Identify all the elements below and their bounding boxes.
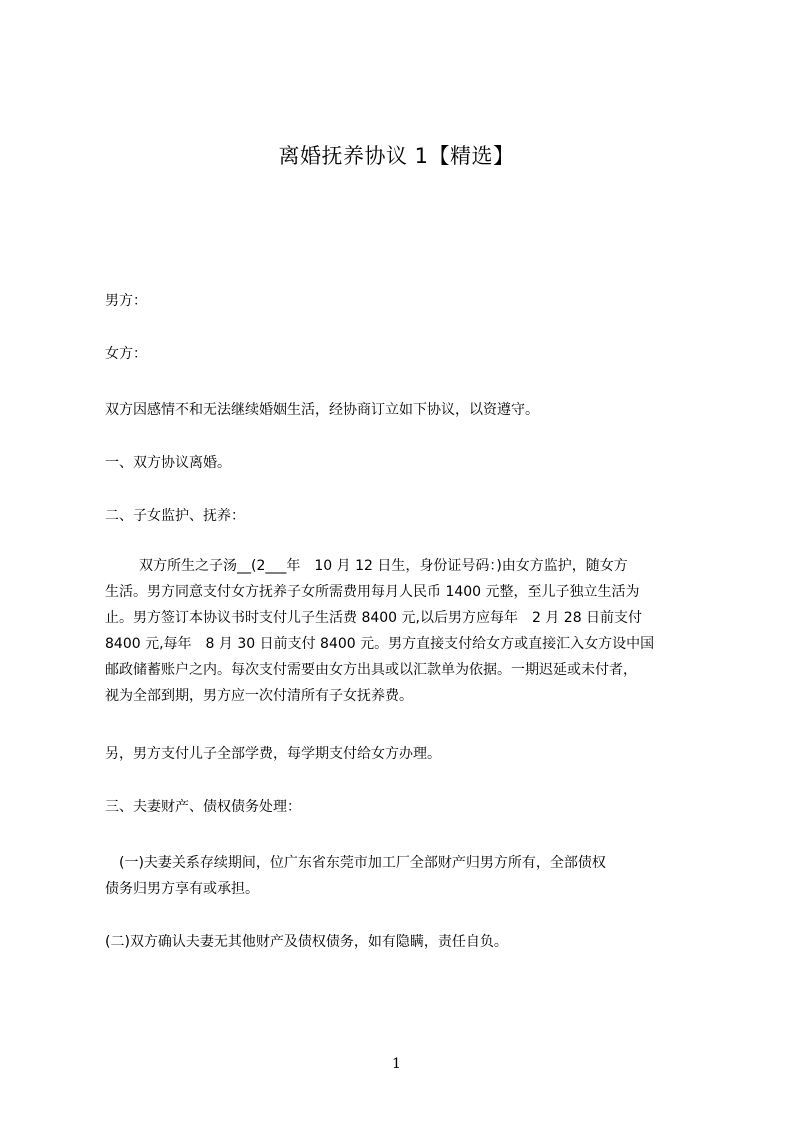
custody-line: 8400 元,每年 8 月 30 日前支付 8400 元。男方直接支付给女方或直接汇入女方设中国 <box>105 636 655 652</box>
custody-paragraph <box>105 553 700 709</box>
male-party-line: 男方： <box>105 293 147 309</box>
property-clause-1-line: (一)夫妻关系存续期间，位广东省东莞市加工厂全部财产归男方所有，全部债权 <box>119 855 606 871</box>
section-1-heading: 一、双方协议离婚。 <box>105 455 231 471</box>
section-3-heading: 三、夫妻财产、债权债务处理： <box>105 799 301 815</box>
custody-line: 邮政储蓄账户之内。每次支付需要由女方出具或以汇款单为依据。一期迟延或未付者， <box>105 662 637 678</box>
custody-line: 视为全部到期，男方应一次付清所有子女抚养费。 <box>105 688 413 704</box>
tuition-paragraph: 另，男方支付儿子全部学费，每学期支付给女方办理。 <box>105 746 441 762</box>
custody-line: 双方所生之子汤__(2___年 10 月 12 日生，身份证号码：)由女方监护，随女方 <box>139 558 628 574</box>
document-title: 离婚抚养协议 1【精选】 <box>278 144 515 168</box>
intro-paragraph: 双方因感情不和无法继续婚姻生活，经协商订立如下协议，以资遵守。 <box>105 402 539 418</box>
section-2-heading: 二、子女监护、抚养： <box>105 508 245 524</box>
property-clause-1 <box>105 850 700 902</box>
custody-line: 生活。男方同意支付女方抚养子女所需费用每月人民币 1400 元整，至儿子独立生活为 <box>105 584 640 600</box>
custody-line: 止。男方签订本协议书时支付儿子生活费 8400 元,以后男方应每年 2 月 28 日前支付 <box>105 610 643 626</box>
female-party-line: 女方： <box>105 346 147 362</box>
page-number: 1 <box>392 1056 401 1072</box>
property-clause-1-line: 债务归男方享有或承担。 <box>105 881 259 897</box>
property-clause-2: (二)双方确认夫妻无其他财产及债权债务，如有隐瞒，责任自负。 <box>105 934 508 950</box>
